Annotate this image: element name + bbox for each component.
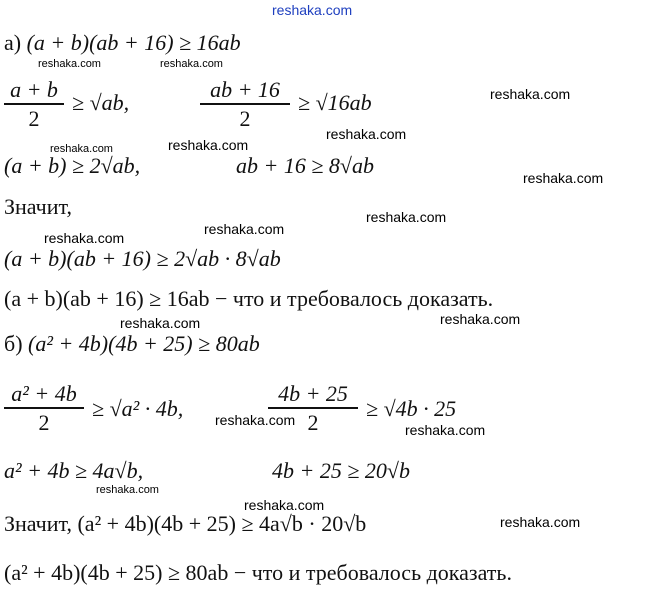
fraction-numerator: 4b + 25 [278, 381, 348, 406]
fraction-bar [4, 407, 84, 409]
part-a-therefore: Значит, [4, 194, 72, 219]
watermark-text: reshaka.com [490, 86, 571, 102]
watermark-text: reshaka.com [523, 170, 604, 186]
part-a-fraction-2 [200, 78, 290, 130]
fraction-denominator: 2 [38, 409, 50, 435]
fraction-bar [200, 103, 290, 105]
watermark-text: reshaka.com [160, 58, 223, 70]
fraction-denominator: 2 [239, 105, 251, 131]
part-b-fraction-1 [4, 382, 84, 434]
part-a-fraction-2-rhs: ≥ √16ab [298, 90, 372, 115]
part-a-statement [4, 32, 241, 54]
watermark-text: reshaka.com [50, 143, 113, 155]
header-watermark: reshaka.com [272, 2, 353, 18]
fraction-denominator: 2 [28, 105, 40, 131]
watermark-text: reshaka.com [440, 311, 521, 327]
fraction-numerator: a² + 4b [11, 381, 77, 406]
watermark-text: reshaka.com [96, 484, 159, 496]
part-b-conclusion: (a² + 4b)(4b + 25) ≥ 80ab − что и требовалось доказать. [4, 560, 512, 585]
fraction-numerator: ab + 16 [210, 77, 280, 102]
part-a-inequality: (a + b)(ab + 16) ≥ 16ab [26, 30, 241, 55]
part-b-label: б) [4, 331, 23, 356]
part-a-conclusion: (a + b)(ab + 16) ≥ 16ab − что и требовалось доказать. [4, 286, 494, 311]
part-b-product: Значит, (a² + 4b)(4b + 25) ≥ 4a√b · 20√b [4, 511, 367, 536]
watermark-text: reshaka.com [38, 58, 101, 70]
part-b-inequality-1: a² + 4b ≥ 4a√b, [4, 458, 144, 483]
watermark-text: reshaka.com [366, 209, 447, 225]
watermark-text: reshaka.com [326, 126, 407, 142]
part-a-label: а) [4, 30, 22, 55]
fraction-numerator: a + b [10, 77, 58, 102]
part-a-inequality-2: ab + 16 ≥ 8√ab [236, 153, 374, 178]
watermark-text: reshaka.com [120, 315, 201, 331]
watermark-text: reshaka.com [244, 497, 325, 513]
part-b-inequality-2: 4b + 25 ≥ 20√b [272, 458, 410, 483]
watermark-text: reshaka.com [168, 137, 249, 153]
watermark-text: reshaka.com [44, 230, 125, 246]
watermark-text: reshaka.com [204, 221, 285, 237]
watermark-text: reshaka.com [500, 514, 581, 530]
fraction-bar [4, 103, 64, 105]
part-b-fraction-1-rhs: ≥ √a² · 4b, [92, 396, 184, 421]
part-b-inequality: (a² + 4b)(4b + 25) ≥ 80ab [28, 331, 260, 356]
fraction-bar [268, 407, 358, 409]
part-b-fraction-2-rhs: ≥ √4b · 25 [366, 396, 457, 421]
watermark-text: reshaka.com [215, 412, 296, 428]
part-a-fraction-1-rhs: ≥ √ab, [72, 90, 130, 115]
part-a-product: (a + b)(ab + 16) ≥ 2√ab · 8√ab [4, 246, 281, 271]
part-b-statement [4, 333, 260, 355]
part-a-fraction-1 [4, 78, 64, 130]
part-a-inequality-1: (a + b) ≥ 2√ab, [4, 153, 141, 178]
watermark-text: reshaka.com [405, 422, 486, 438]
fraction-denominator: 2 [307, 409, 319, 435]
